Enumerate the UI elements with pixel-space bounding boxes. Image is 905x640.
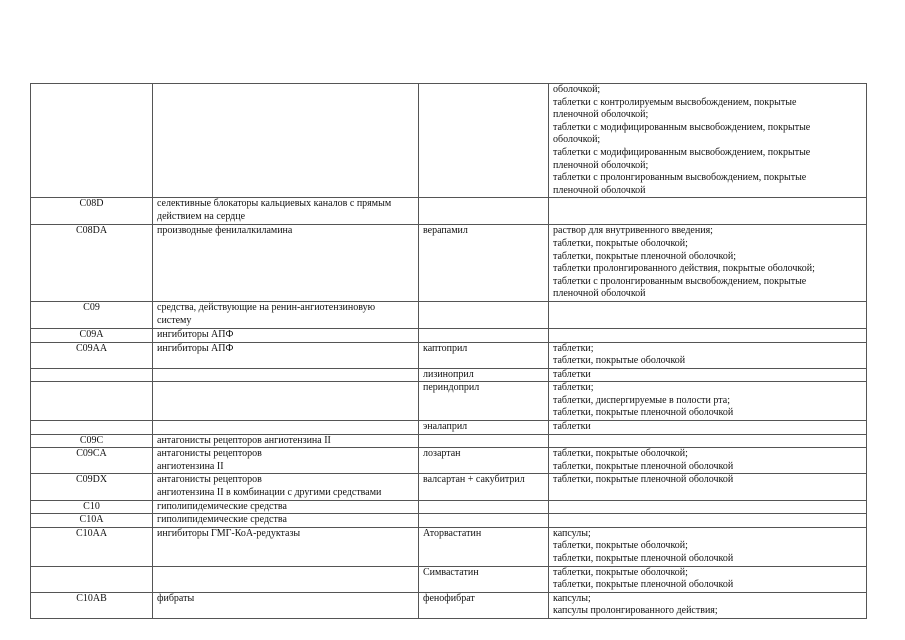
drug-name-cell bbox=[419, 566, 549, 592]
dosage-form-line: таблетки, покрытые пленочной оболочкой bbox=[553, 579, 734, 591]
group-name-line: средства, действующие на ренин-ангиотензиновую bbox=[157, 301, 376, 313]
dosage-form-line: таблетки; bbox=[553, 342, 594, 354]
group-name-cell bbox=[153, 328, 419, 342]
drug-name-cell bbox=[419, 421, 549, 435]
dosage-form-line: таблетки, покрытые пленочной оболочкой bbox=[553, 460, 734, 472]
atc-code: C09C bbox=[79, 434, 104, 446]
atc-code: C10AA bbox=[75, 527, 108, 539]
dosage-form-line: оболочкой; bbox=[553, 134, 601, 146]
drug-name: лизиноприл bbox=[423, 368, 474, 380]
dosage-forms-cell bbox=[549, 225, 867, 302]
atc-code: C10 bbox=[83, 500, 100, 512]
group-name-cell bbox=[153, 474, 419, 500]
dosage-form-line: капсулы; bbox=[553, 527, 591, 539]
atc-code: C08DA bbox=[75, 225, 108, 237]
atc-code: C09 bbox=[83, 301, 100, 313]
group-name-line: ингибиторы АПФ bbox=[157, 342, 234, 354]
drug-name-cell bbox=[419, 500, 549, 514]
dosage-forms-cell bbox=[549, 328, 867, 342]
atc-code: C10AB bbox=[76, 592, 107, 604]
dosage-form-line: таблетки с модифицированным высвобождением, покрытые bbox=[553, 121, 811, 133]
dosage-form-line: пленочной оболочкой; bbox=[553, 159, 649, 171]
table-row bbox=[31, 566, 867, 592]
drug-name: верапамил bbox=[423, 225, 468, 237]
dosage-forms-cell bbox=[549, 301, 867, 328]
group-name-cell bbox=[153, 527, 419, 566]
drug-name-cell bbox=[419, 527, 549, 566]
drug-name: фенофибрат bbox=[423, 592, 475, 604]
dosage-form-line: капсулы; bbox=[553, 592, 591, 604]
dosage-forms-cell bbox=[549, 592, 867, 618]
dosage-form-line: таблетки с контролируемым высвобождением, покрытые bbox=[553, 96, 797, 108]
group-name-cell bbox=[153, 368, 419, 382]
dosage-form-line: таблетки, покрытые оболочкой; bbox=[553, 540, 688, 552]
table-row bbox=[31, 382, 867, 421]
dosage-form-line: пленочной оболочкой; bbox=[553, 109, 649, 121]
drug-name-cell bbox=[419, 328, 549, 342]
dosage-form-line: таблетки пролонгированного действия, покрытые оболочкой; bbox=[553, 263, 815, 275]
drug-name-cell bbox=[419, 84, 549, 198]
table-row bbox=[31, 500, 867, 514]
group-name-cell bbox=[153, 592, 419, 618]
dosage-forms-cell bbox=[549, 448, 867, 474]
table-row bbox=[31, 592, 867, 618]
dosage-forms-cell bbox=[549, 198, 867, 225]
drug-name-cell bbox=[419, 301, 549, 328]
table-row bbox=[31, 301, 867, 328]
dosage-form-line: таблетки, покрытые пленочной оболочкой bbox=[553, 553, 734, 564]
dosage-form-line: таблетки bbox=[553, 368, 591, 380]
atc-code-cell bbox=[31, 342, 153, 368]
dosage-forms-cell bbox=[549, 474, 867, 500]
dosage-form-line: оболочкой; bbox=[553, 84, 601, 95]
group-name-line: антагонисты рецепторов ангиотензина II bbox=[157, 434, 331, 446]
table-row bbox=[31, 342, 867, 368]
group-name-line: антагонисты рецепторов bbox=[157, 474, 262, 486]
group-name-line: фибраты bbox=[157, 592, 195, 604]
dosage-forms-cell bbox=[549, 84, 867, 198]
table-row bbox=[31, 198, 867, 225]
atc-code-cell bbox=[31, 301, 153, 328]
group-name-cell bbox=[153, 500, 419, 514]
group-name-cell bbox=[153, 84, 419, 198]
atc-code-cell bbox=[31, 448, 153, 474]
group-name-cell bbox=[153, 514, 419, 528]
dosage-forms-cell bbox=[549, 514, 867, 528]
group-name-line: ангиотензина II bbox=[157, 460, 224, 472]
group-name-cell bbox=[153, 566, 419, 592]
table-row bbox=[31, 474, 867, 500]
drug-name-cell bbox=[419, 198, 549, 225]
group-name-line: ингибиторы ГМГ-КоА-редуктазы bbox=[157, 527, 301, 539]
dosage-forms-cell bbox=[549, 382, 867, 421]
drug-name-cell bbox=[419, 592, 549, 618]
group-name-cell bbox=[153, 434, 419, 448]
group-name-line: действием на сердце bbox=[157, 210, 246, 222]
drug-name: эналаприл bbox=[423, 421, 468, 433]
atc-code: C09CA bbox=[76, 448, 107, 460]
dosage-forms-cell bbox=[549, 566, 867, 592]
group-name-line: гиполипидемические средства bbox=[157, 514, 287, 526]
drug-name: валсартан + сакубитрил bbox=[423, 474, 525, 486]
medicines-table bbox=[30, 83, 867, 619]
drug-name-cell bbox=[419, 474, 549, 500]
dosage-form-line: раствор для внутривенного введения; bbox=[553, 225, 713, 237]
atc-code-cell bbox=[31, 566, 153, 592]
table-row bbox=[31, 434, 867, 448]
drug-name-cell bbox=[419, 434, 549, 448]
dosage-form-line: таблетки, покрытые пленочной оболочкой bbox=[553, 407, 734, 419]
drug-name: Аторвастатин bbox=[423, 527, 482, 539]
atc-code-cell bbox=[31, 84, 153, 198]
dosage-forms-cell bbox=[549, 434, 867, 448]
drug-name-cell bbox=[419, 368, 549, 382]
group-name-cell bbox=[153, 225, 419, 302]
group-name-line: антагонисты рецепторов bbox=[157, 448, 262, 460]
dosage-form-line: таблетки, покрытые пленочной оболочкой; bbox=[553, 250, 737, 262]
atc-code-cell bbox=[31, 198, 153, 225]
atc-code-cell bbox=[31, 500, 153, 514]
dosage-form-line: таблетки; bbox=[553, 382, 594, 394]
dosage-forms-cell bbox=[549, 342, 867, 368]
atc-code: C09A bbox=[79, 328, 104, 340]
dosage-form-line: таблетки с пролонгированным высвобождением, покрытые bbox=[553, 275, 807, 287]
table-row bbox=[31, 421, 867, 435]
drug-name-cell bbox=[419, 382, 549, 421]
dosage-form-line: таблетки, покрытые оболочкой; bbox=[553, 448, 688, 460]
dosage-form-line: таблетки, диспергируемые в полости рта; bbox=[553, 394, 730, 406]
dosage-form-line: таблетки с пролонгированным высвобождением, покрытые bbox=[553, 172, 807, 184]
group-name-line: систему bbox=[157, 314, 192, 326]
table-row bbox=[31, 328, 867, 342]
group-name-line: селективные блокаторы кальциевых каналов с прямым bbox=[157, 198, 392, 210]
drug-name: лозартан bbox=[423, 448, 461, 460]
dosage-forms-cell bbox=[549, 421, 867, 435]
dosage-forms-cell bbox=[549, 527, 867, 566]
dosage-form-line: таблетки, покрытые оболочкой; bbox=[553, 237, 688, 249]
dosage-form-line: пленочной оболочкой bbox=[553, 288, 646, 300]
group-name-line: производные фенилалкиламина bbox=[157, 225, 293, 237]
atc-code-cell bbox=[31, 328, 153, 342]
group-name-cell bbox=[153, 382, 419, 421]
drug-name: Симвастатин bbox=[423, 566, 479, 578]
atc-code: C08D bbox=[79, 198, 104, 210]
table-row bbox=[31, 368, 867, 382]
atc-code-cell bbox=[31, 474, 153, 500]
group-name-line: ингибиторы АПФ bbox=[157, 328, 234, 340]
atc-code: C09DX bbox=[75, 474, 108, 486]
drug-name-cell bbox=[419, 225, 549, 302]
dosage-form-line: таблетки, покрытые оболочкой bbox=[553, 355, 686, 367]
atc-code-cell bbox=[31, 225, 153, 302]
drug-name-cell bbox=[419, 448, 549, 474]
table-row bbox=[31, 225, 867, 302]
drug-name: периндоприл bbox=[423, 382, 480, 394]
atc-code-cell bbox=[31, 382, 153, 421]
atc-code-cell bbox=[31, 514, 153, 528]
atc-code-cell bbox=[31, 592, 153, 618]
dosage-form-line: таблетки bbox=[553, 421, 591, 433]
drug-name: каптоприл bbox=[423, 342, 468, 354]
atc-code: C10A bbox=[79, 514, 104, 526]
atc-code: C09AA bbox=[75, 342, 108, 354]
group-name-cell bbox=[153, 421, 419, 435]
group-name-cell bbox=[153, 448, 419, 474]
atc-code-cell bbox=[31, 527, 153, 566]
table-row bbox=[31, 527, 867, 566]
drug-name-cell bbox=[419, 342, 549, 368]
table-row bbox=[31, 84, 867, 198]
group-name-cell bbox=[153, 342, 419, 368]
table-row bbox=[31, 514, 867, 528]
dosage-form-line: таблетки с модифицированным высвобождением, покрытые bbox=[553, 146, 811, 158]
atc-code-cell bbox=[31, 434, 153, 448]
drug-name-cell bbox=[419, 514, 549, 528]
atc-code-cell bbox=[31, 421, 153, 435]
table-row bbox=[31, 448, 867, 474]
group-name-line: гиполипидемические средства bbox=[157, 500, 287, 512]
group-name-cell bbox=[153, 198, 419, 225]
atc-code-cell bbox=[31, 368, 153, 382]
dosage-form-line: таблетки, покрытые пленочной оболочкой bbox=[553, 474, 734, 486]
dosage-form-line: пленочной оболочкой bbox=[553, 184, 646, 196]
dosage-form-line: капсулы пролонгированного действия; bbox=[553, 605, 718, 617]
group-name-line: ангиотензина II в комбинации с другими средствами bbox=[157, 487, 382, 499]
dosage-forms-cell bbox=[549, 368, 867, 382]
dosage-form-line: таблетки, покрытые оболочкой; bbox=[553, 566, 688, 578]
group-name-cell bbox=[153, 301, 419, 328]
dosage-forms-cell bbox=[549, 500, 867, 514]
